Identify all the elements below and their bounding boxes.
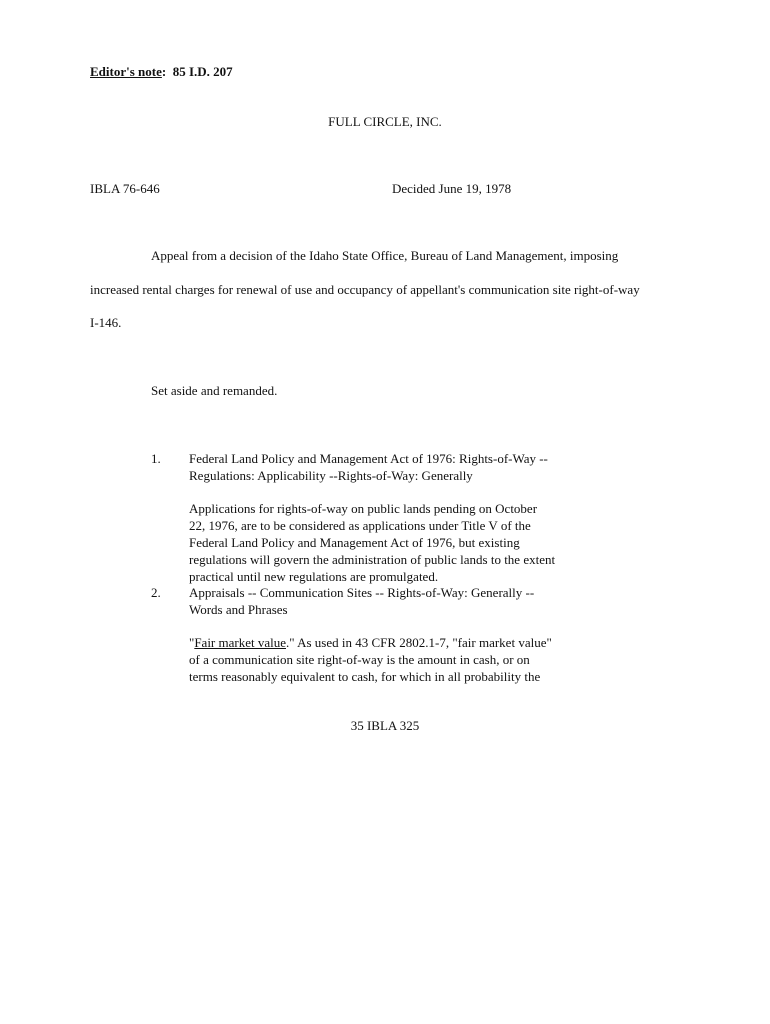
headnote-body <box>189 500 589 585</box>
editors-note-colon: : <box>161 64 167 79</box>
headnote-topic-line: Regulations: Applicability --Rights-of-Way: Generally <box>189 468 473 483</box>
headnote-body-line: Federal Land Policy and Management Act of 1976, but existing <box>189 535 520 550</box>
headnote-body-line: practical until new regulations are promulgated. <box>189 569 439 584</box>
summary-line-2: increased rental charges for renewal of use and occupancy of appellant's communication site right-of-way <box>90 282 640 297</box>
summary-line-3: I-146. <box>90 315 122 330</box>
headnote-topic <box>189 584 589 618</box>
editors-note-label: Editor's note <box>90 64 162 79</box>
headnote-body-line: Applications for rights-of-way on public lands pending on October <box>189 501 538 516</box>
headnote-body-line: 22, 1976, are to be considered as applications under Title V of the <box>189 518 531 533</box>
headnote-topic-line: Federal Land Policy and Management Act of 1976: Rights-of-Way -- <box>189 451 548 466</box>
headnote-topic-line: Appraisals -- Communication Sites -- Rights-of-Way: Generally -- <box>189 585 535 600</box>
docket-number: IBLA 76-646 <box>90 181 160 196</box>
editors-note <box>90 64 233 80</box>
decision-date: Decided June 19, 1978 <box>392 181 512 196</box>
disposition: Set aside and remanded. <box>151 383 278 398</box>
summary-line-1: Appeal from a decision of the Idaho State Office, Bureau of Land Management, imposing <box>151 248 619 263</box>
headnote-body-line: regulations will govern the administration of public lands to the extent <box>189 552 556 567</box>
headnote-topic-line: Words and Phrases <box>189 602 288 617</box>
page-reference: 35 IBLA 325 <box>350 718 420 733</box>
headnote-number: 2. <box>151 585 161 600</box>
quote-open: " <box>189 635 195 650</box>
headnote-body-line: of a communication site right-of-way is the amount in cash, or on <box>189 652 530 667</box>
editors-note-value: 85 I.D. 207 <box>172 64 233 79</box>
headnote-number: 1. <box>151 451 161 466</box>
headnote-body-line <box>189 634 589 651</box>
case-title: FULL CIRCLE, INC. <box>328 114 442 129</box>
defined-term: Fair market value <box>194 635 286 650</box>
headnote-topic <box>189 450 589 484</box>
headnote-body-line: terms reasonably equivalent to cash, for which in all probability the <box>189 669 541 684</box>
headnote-body-text: ." As used in 43 CFR 2802.1-7, "fair market value" <box>286 635 552 650</box>
headnote-body <box>189 634 589 685</box>
